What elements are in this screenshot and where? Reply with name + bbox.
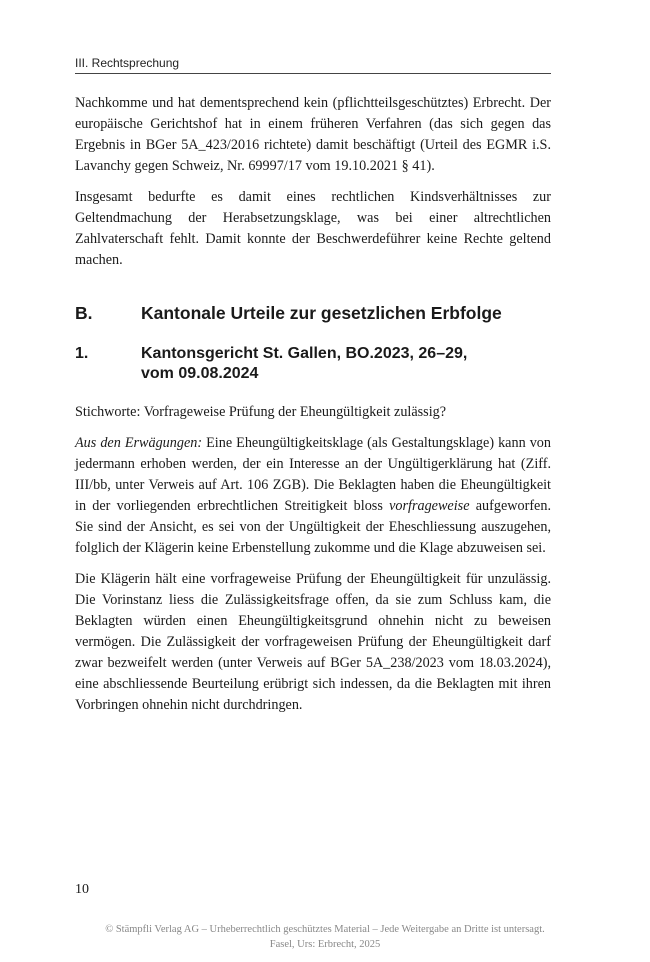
subsection-title xyxy=(141,344,551,384)
section-title: Kantonale Urteile zur gesetzlichen Erbfolge xyxy=(141,303,502,323)
considerations-paragraph xyxy=(75,433,551,559)
running-head: III. Rechtsprechung xyxy=(75,56,551,74)
copyright-line: © Stämpfli Verlag AG – Urheberrechtlich geschütztes Material – Jede Weitergabe an Dritte ist untersagt. xyxy=(105,924,545,935)
section-number: B. xyxy=(75,303,93,323)
section-heading xyxy=(75,303,551,324)
paragraph: Die Klägerin hält eine vorfrageweise Prüfung der Eheungültigkeit für unzulässig. Die Vorinstanz liess die Zulässigkeitsfrage offen, da sie zum Schluss kam, die Beklagten würden einen Eheungültigkeitsgrund ohnehin nicht zu beweisen vermögen. Die Zulässigkeit der vorfrageweisen Prüfung der Eheungültigkeit darf zwar bezweifelt werden (unter Verweis auf BGer 5A_238/2023 vom 18.03.2024), eine abschliessende Beurteilung erübrigt sich indessen, da die Beklagten mit ihren Vorbringen ohnehin nicht durchdringen. xyxy=(75,571,551,713)
copyright-notice xyxy=(0,922,650,952)
subsection-heading xyxy=(75,344,551,384)
page-body xyxy=(75,93,551,726)
page-number: 10 xyxy=(75,882,89,897)
citation-line: Fasel, Urs: Erbrecht, 2025 xyxy=(269,939,381,950)
paragraph: Insgesamt bedurfte es damit eines rechtlichen Kindsverhältnisses zur Geltendmachung der Herabsetzungsklage, was bei einer altrechtlichen Zahlvaterschaft fehlt. Damit konnte der Beschwerdeführer keine Rechte geltend machen. xyxy=(75,189,551,268)
considerations-text-after: aufgeworfen. Sie sind der Ansicht, es sei von der Ungültigkeit der Eheschliessung auszugehen, folglich der Klägerin keine Erbenstellung zukomme und die Klage abzuweisen sei. xyxy=(75,498,551,556)
subsection-title-line2: vom 09.08.2024 xyxy=(141,365,259,382)
keywords: Stichworte: Vorfrageweise Prüfung der Eheungültigkeit zulässig? xyxy=(75,404,447,420)
subsection-number: 1. xyxy=(75,345,89,362)
paragraph: Nachkomme und hat dementsprechend kein (pflichtteilsgeschütztes) Erbrecht. Der europäische Gerichtshof hat in einem früheren Verfahren (das sich gegen das Ergebnis in BGer 5A_423/2016 richtete) damit beschäftigt (Urteil des EGMR i.S. Lavanchy gegen Schweiz, Nr. 69997/17 vom 19.10.2021 § 41). xyxy=(75,95,551,174)
considerations-text-before: Eine Eheungültigkeitsklage (als Gestaltungsklage) kann von jedermann erhoben werden, der ein Interesse an der Ungültigerklärung hat (Ziff. III/bb, unter Verweis auf Art. 106 ZGB). Die Beklagten haben die Eheungültigkeit in der vorliegenden erbrechtlichen Streitigkeit bloss xyxy=(75,435,551,514)
subsection-title-line1: Kantonsgericht St. Gallen, BO.2023, 26–29, xyxy=(141,345,468,362)
considerations-lead: Aus den Erwägungen: xyxy=(75,435,203,451)
considerations-emphasis: vorfrageweise xyxy=(389,498,470,514)
